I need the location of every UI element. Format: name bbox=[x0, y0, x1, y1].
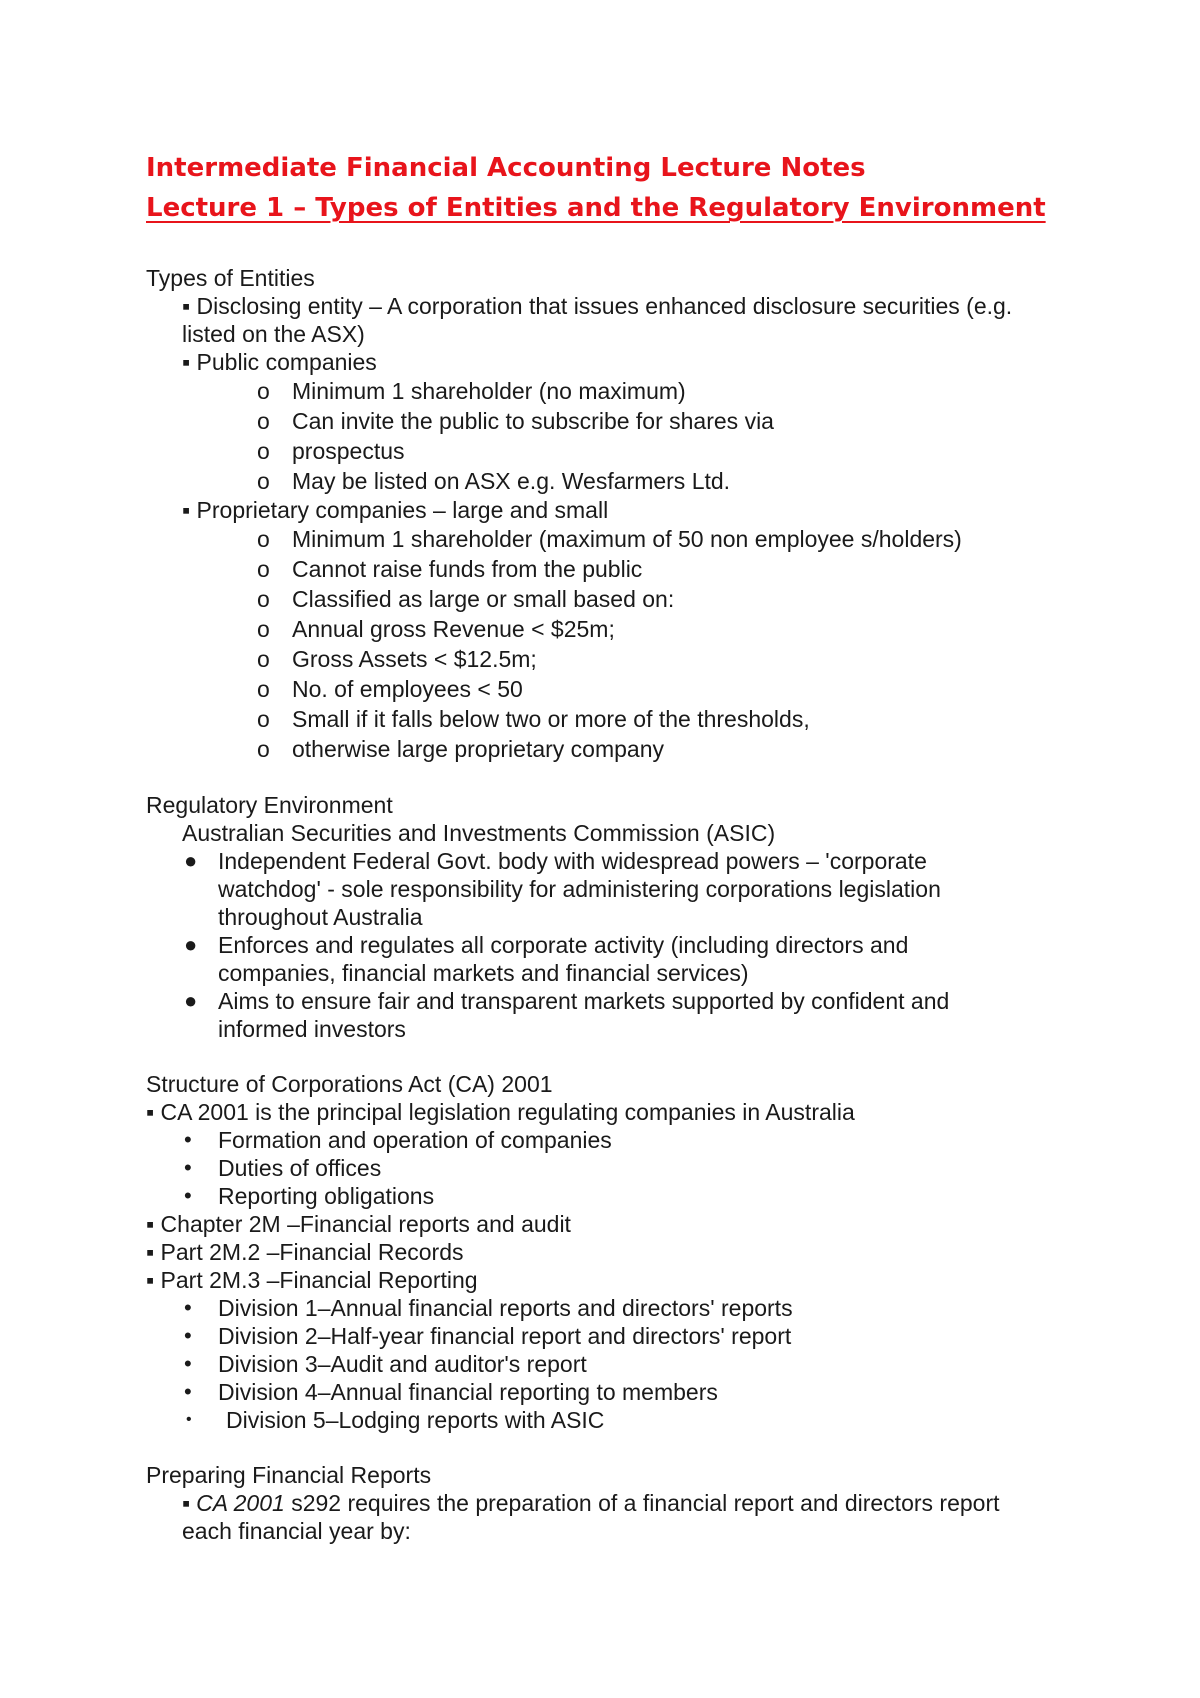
section-heading: Types of Entities bbox=[146, 265, 315, 291]
bullet-dot-icon: • bbox=[184, 1295, 192, 1320]
s292-line-continued: each financial year by: bbox=[182, 1518, 411, 1544]
bullet-dot-icon: • bbox=[186, 1411, 192, 1428]
list-item: ● Aims to ensure fair and transparent markets supported by confident and informed investors bbox=[184, 988, 950, 1042]
document-body bbox=[146, 264, 1086, 1545]
bullet-dot-icon: • bbox=[184, 1323, 192, 1348]
circle-bullet-icon: o bbox=[257, 378, 270, 404]
list-item: o May be listed on ASX e.g. Wesfarmers Ltd. bbox=[257, 468, 731, 494]
list-item: • Division 2–Half-year financial report and directors' report bbox=[184, 1323, 792, 1349]
section-heading: Regulatory Environment bbox=[146, 792, 393, 818]
list-item: ● Independent Federal Govt. body with widespread powers – 'corporate watchdog' - sole responsibility for administering corporations legislation throughout Australia bbox=[184, 848, 941, 930]
list-item: o Classified as large or small based on: bbox=[257, 586, 675, 612]
section-heading: Structure of Corporations Act (CA) 2001 bbox=[146, 1071, 553, 1097]
section-regulatory-environment bbox=[146, 791, 1086, 1043]
section-corporations-act bbox=[146, 1070, 1086, 1434]
list-item: o otherwise large proprietary company bbox=[257, 736, 665, 762]
bullet-dot-icon: ● bbox=[184, 988, 198, 1013]
title-block bbox=[146, 148, 1046, 228]
proprietary-companies-heading: ▪ Proprietary companies – large and small bbox=[182, 497, 609, 523]
list-item: o Gross Assets < $12.5m; bbox=[257, 646, 537, 672]
circle-bullet-icon: o bbox=[257, 586, 270, 612]
part-line: ▪ Part 2M.2 –Financial Records bbox=[146, 1239, 464, 1265]
square-bullet-icon: ▪ bbox=[182, 1490, 191, 1516]
disclosing-entity-line: ▪ Disclosing entity – A corporation that issues enhanced disclosure securities (e.g. bbox=[182, 293, 1013, 319]
circle-bullet-icon: o bbox=[257, 646, 270, 672]
circle-bullet-icon: o bbox=[257, 736, 270, 762]
list-item: ● Enforces and regulates all corporate activity (including directors and companies, financial markets and financial services) bbox=[184, 932, 909, 986]
bullet-dot-icon: • bbox=[184, 1379, 192, 1404]
act-reference: CA 2001 bbox=[196, 1490, 285, 1516]
circle-bullet-icon: o bbox=[257, 408, 270, 434]
document-title: Intermediate Financial Accounting Lecture Notes bbox=[146, 153, 866, 183]
list-item: • Division 1–Annual financial reports and directors' reports bbox=[184, 1295, 793, 1321]
bullet-dot-icon: • bbox=[184, 1127, 192, 1152]
asic-heading: Australian Securities and Investments Commission (ASIC) bbox=[182, 820, 776, 846]
lecture-subtitle: Lecture 1 – Types of Entities and the Regulatory Environment bbox=[146, 193, 1046, 223]
circle-bullet-icon: o bbox=[257, 706, 270, 732]
bullet-dot-icon: • bbox=[184, 1155, 192, 1180]
list-item: • Duties of offices bbox=[184, 1155, 382, 1181]
list-item: • Reporting obligations bbox=[184, 1183, 435, 1209]
section-types-of-entities bbox=[146, 264, 1086, 764]
s292-line: ▪ CA 2001 s292 requires the preparation of a financial report and directors report bbox=[182, 1490, 1000, 1516]
list-item: • Division 5–Lodging reports with ASIC bbox=[186, 1407, 605, 1433]
circle-bullet-icon: o bbox=[257, 616, 270, 642]
bullet-dot-icon: ● bbox=[184, 932, 198, 957]
bullet-dot-icon: • bbox=[184, 1183, 192, 1208]
circle-bullet-icon: o bbox=[257, 468, 270, 494]
public-companies-heading: ▪ Public companies bbox=[182, 349, 377, 375]
list-item: • Formation and operation of companies bbox=[184, 1127, 612, 1153]
list-item: • Division 3–Audit and auditor's report bbox=[184, 1351, 587, 1377]
circle-bullet-icon: o bbox=[257, 526, 270, 552]
chapter-line: ▪ Chapter 2M –Financial reports and audit bbox=[146, 1211, 571, 1237]
circle-bullet-icon: o bbox=[257, 556, 270, 582]
list-item: o No. of employees < 50 bbox=[257, 676, 523, 702]
list-item: o prospectus bbox=[257, 438, 405, 464]
list-item: o Minimum 1 shareholder (maximum of 50 non employee s/holders) bbox=[257, 526, 962, 552]
section-heading: Preparing Financial Reports bbox=[146, 1462, 432, 1488]
disclosing-entity-line: listed on the ASX) bbox=[182, 321, 365, 347]
principal-legislation-line: ▪ CA 2001 is the principal legislation regulating companies in Australia bbox=[146, 1099, 855, 1125]
bullet-dot-icon: ● bbox=[184, 848, 198, 873]
list-item: o Minimum 1 shareholder (no maximum) bbox=[257, 378, 686, 404]
list-item: • Division 4–Annual financial reporting to members bbox=[184, 1379, 718, 1405]
list-item: o Annual gross Revenue < $25m; bbox=[257, 616, 615, 642]
list-item: o Can invite the public to subscribe for shares via bbox=[257, 408, 774, 434]
section-preparing-financial-reports bbox=[146, 1461, 1086, 1545]
circle-bullet-icon: o bbox=[257, 676, 270, 702]
circle-bullet-icon: o bbox=[257, 438, 270, 464]
part-line: ▪ Part 2M.3 –Financial Reporting bbox=[146, 1267, 478, 1293]
bullet-dot-icon: • bbox=[184, 1351, 192, 1376]
list-item: o Cannot raise funds from the public bbox=[257, 556, 643, 582]
list-item: o Small if it falls below two or more of the thresholds, bbox=[257, 706, 810, 732]
